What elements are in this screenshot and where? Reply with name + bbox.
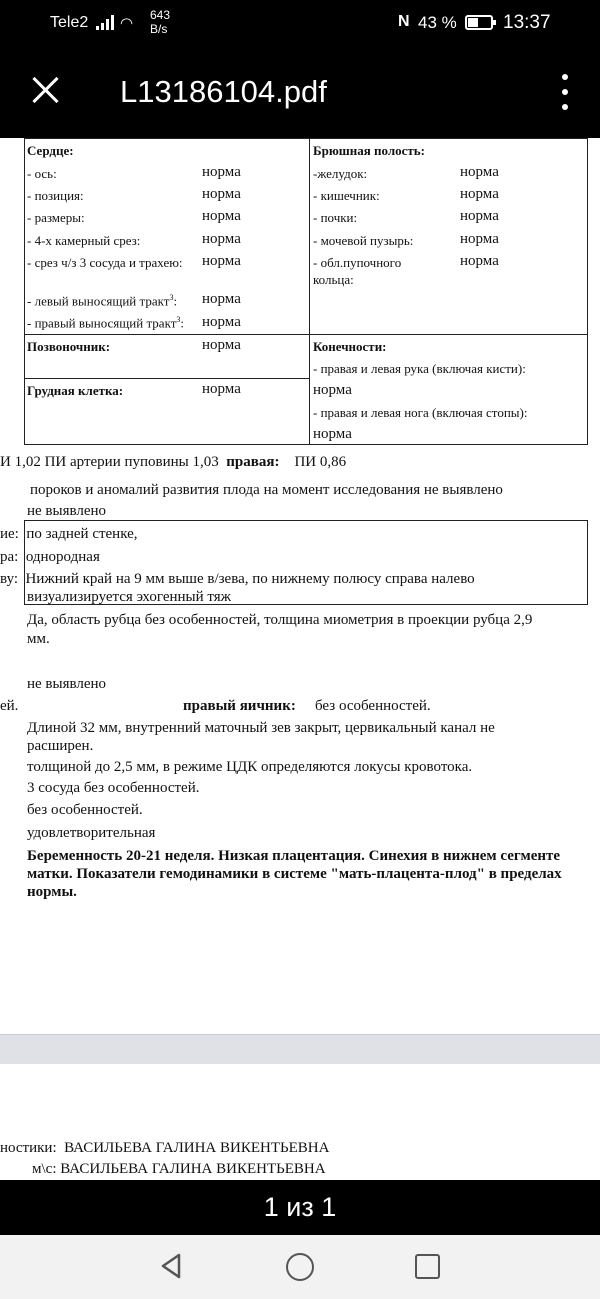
signature-doctor: ностики: ВАСИЛЬЕВА ГАЛИНА ВИКЕНТЬЕВНА: [0, 1140, 330, 1156]
no-features-text: без особенностей.: [27, 802, 143, 818]
abdomen-stomach-value: норма: [460, 164, 499, 180]
speed-value: 643: [150, 8, 171, 22]
ovary-left-tail: ей.: [0, 698, 19, 714]
app-bar: [0, 44, 600, 138]
abdomen-bowel-label: - кишечник:: [313, 188, 380, 203]
abdomen-bladder-value: норма: [460, 231, 499, 247]
back-icon[interactable]: [157, 1251, 187, 1281]
signature-nurse: м\с: ВАСИЛЬЕВА ГАЛИНА ВИКЕНТЬЕВНА: [32, 1161, 326, 1177]
heart-3v-value: норма: [202, 253, 241, 269]
placenta-location: ие: по задней стенке,: [0, 526, 138, 542]
heart-axis-value: норма: [202, 164, 241, 180]
limbs-legs-label: - правая и левая нога (включая стопы):: [313, 405, 528, 420]
ovary-right-value: без особенностей.: [315, 698, 431, 714]
chest-value: норма: [202, 381, 241, 397]
not-found-2: не выявлено: [27, 676, 107, 692]
thickness-text: толщиной до 2,5 мм, в режиме ЦДК определяются локусы кровотока.: [27, 759, 473, 775]
abdomen-kidneys-value: норма: [460, 208, 499, 224]
cervix-line-2: расширен.: [27, 738, 94, 754]
heart-4ch-label: - 4-х камерный срез:: [27, 233, 141, 248]
heart-rvot-value: норма: [202, 314, 241, 330]
scar-line-1: Да, область рубца без особенностей, толщина миометрия в проекции рубца 2,9: [27, 612, 533, 628]
chest-title: Грудная клетка:: [27, 383, 124, 398]
page-indicator: 1 из 1: [0, 1180, 600, 1235]
pdf-page[interactable]: [0, 138, 600, 1180]
speed-unit: B/s: [150, 22, 168, 36]
signal-icon: [96, 14, 116, 30]
abdomen-bladder-label: - мочевой пузырь:: [313, 233, 414, 248]
wifi-icon: ◠: [120, 15, 134, 32]
battery-percent: 43 %: [418, 13, 457, 32]
abdomen-umbilical-label: - обл.пупочного: [313, 255, 402, 270]
limbs-title: Конечности:: [313, 339, 387, 354]
conclusion-line-1: Беременность 20-21 неделя. Низкая плацентация. Синехия в нижнем сегменте: [27, 848, 561, 864]
document-title: L13186104.pdf: [120, 74, 327, 109]
page-separator: [0, 1034, 600, 1064]
heart-size-value: норма: [202, 208, 241, 224]
heart-position-value: норма: [202, 186, 241, 202]
heart-title: Сердце:: [27, 143, 74, 158]
placenta-edge-2: визуализируется эхогенный тяж: [27, 589, 232, 605]
spine-title: Позвоночник:: [27, 339, 111, 354]
scar-line-2: мм.: [27, 631, 50, 647]
heart-position-label: - позиция:: [27, 188, 84, 203]
heart-3v-label: - срез ч/з 3 сосуда и трахею:: [27, 255, 183, 270]
navigation-bar: [0, 1235, 600, 1299]
recent-apps-icon[interactable]: [415, 1254, 440, 1279]
vessels-text: 3 сосуда без особенностей.: [27, 780, 200, 796]
spine-value: норма: [202, 337, 241, 353]
satisfactory-text: удовлетворительная: [27, 825, 156, 841]
placenta-structure: ра: однородная: [0, 549, 100, 565]
network-speed: [150, 8, 170, 36]
ovary-right-label: правый яичник:: [183, 698, 296, 714]
conclusion-line-2: матки. Показатели гемодинамики в системе "мать-плацента-плод" в пределах: [27, 866, 562, 882]
defects-text: пороков и аномалий развития плода на момент исследования не выявлено: [30, 482, 503, 498]
clock: 13:37: [503, 12, 551, 33]
heart-axis-label: - ось:: [27, 166, 57, 181]
close-icon[interactable]: [30, 74, 62, 106]
pi-line: И 1,02 ПИ артерии пуповины 1,03 правая: ПИ 0,86: [0, 454, 347, 470]
heart-lvot-value: норма: [202, 291, 241, 307]
placenta-edge: ву: Нижний край на 9 мм выше в/зева, по нижнему полюсу справа налево: [0, 571, 475, 587]
heart-4ch-value: норма: [202, 231, 241, 247]
carrier-label: Tele2: [50, 14, 89, 31]
battery-icon: [465, 15, 493, 30]
nfc-icon: N: [398, 13, 410, 30]
conclusion-line-3: нормы.: [27, 884, 77, 900]
heart-lvot-label: - левый выносящий тракт$^3$:: [27, 293, 178, 309]
limbs-arms-value: норма: [313, 382, 352, 398]
abdomen-stomach-label: -желудок:: [313, 166, 368, 181]
cervix-line-1: Длиной 32 мм, внутренний маточный зев закрыт, цервикальный канал не: [27, 720, 495, 736]
abdomen-umbilical-value: норма: [460, 253, 499, 269]
status-bar: [0, 0, 600, 44]
abdomen-umbilical-label-2: кольца:: [313, 272, 354, 287]
limbs-arms-label: - правая и левая рука (включая кисти):: [313, 361, 526, 376]
limbs-legs-value: норма: [313, 426, 352, 442]
more-options-icon[interactable]: [555, 74, 575, 110]
abdomen-kidneys-label: - почки:: [313, 210, 358, 225]
heart-rvot-label: - правый выносящий тракт$^3$:: [27, 315, 185, 331]
heart-size-label: - размеры:: [27, 210, 85, 225]
not-found-1: не выявлено: [27, 503, 107, 519]
abdomen-bowel-value: норма: [460, 186, 499, 202]
abdomen-title: Брюшная полость:: [313, 143, 425, 158]
home-icon[interactable]: [286, 1253, 314, 1281]
